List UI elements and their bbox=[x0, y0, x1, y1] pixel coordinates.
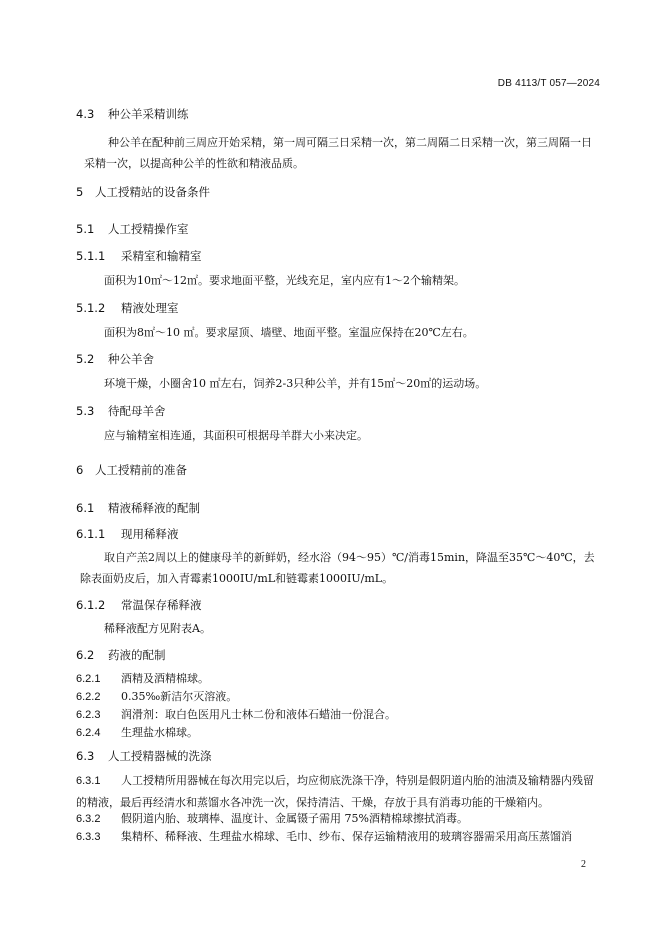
section-body-6-1-2: 稀释液配方见附表A。 bbox=[104, 622, 211, 635]
list-item-6-3-1 bbox=[76, 770, 602, 813]
section-title: 药液的配制 bbox=[108, 648, 166, 662]
section-number: 5.1 bbox=[76, 222, 95, 236]
section-title: 种公羊采精训练 bbox=[108, 107, 189, 121]
section-title: 常温保存稀释液 bbox=[121, 598, 202, 612]
section-body-5-3: 应与输精室相连通，其面积可根据母羊群大小来决定。 bbox=[104, 429, 368, 442]
section-title: 现用稀释液 bbox=[121, 527, 179, 541]
item-text: 润滑剂：取白色医用凡士林二份和液体石蜡油一份混合。 bbox=[121, 708, 396, 721]
section-title: 人工授精站的设备条件 bbox=[95, 185, 210, 199]
section-heading-5-1-2 bbox=[76, 301, 179, 315]
section-heading-6 bbox=[76, 463, 187, 477]
section-heading-5-1-1 bbox=[76, 249, 202, 263]
section-number: 4.3 bbox=[76, 107, 95, 121]
section-title: 人工授精操作室 bbox=[108, 222, 189, 236]
item-number: 6.3.3 bbox=[76, 831, 101, 843]
section-number: 6 bbox=[76, 463, 84, 477]
section-body-5-1-2: 面积为8㎡～10 ㎡。要求屋顶、墙壁、地面平整。室温应保持在20℃左右。 bbox=[104, 326, 474, 339]
item-number: 6.2.2 bbox=[76, 691, 101, 703]
section-title: 种公羊舍 bbox=[108, 352, 154, 366]
section-body-5-2: 环境干燥，小圈舍10 ㎡左右，饲养2-3只种公羊，并有15㎡～20㎡的运动场。 bbox=[104, 377, 487, 390]
list-item-6-3-3 bbox=[76, 826, 602, 848]
section-heading-6-1 bbox=[76, 501, 200, 515]
section-heading-5-2 bbox=[76, 352, 154, 366]
section-heading-4-3 bbox=[76, 107, 189, 121]
section-number: 6.1 bbox=[76, 501, 95, 515]
section-body-4-3: 种公羊在配种前三周应开始采精，第一周可隔三日采精一次，第二周隔二日采精一次，第三周隔一日采精一次，以提高种公羊的性欲和精液品质。 bbox=[84, 136, 592, 170]
page-number: 2 bbox=[581, 859, 586, 870]
item-number: 6.2.1 bbox=[76, 673, 101, 685]
section-title: 精液稀释液的配制 bbox=[108, 501, 200, 515]
item-text: 集精杯、稀释液、生理盐水棉球、毛巾、纱布、保存运输精液用的玻璃容器需采用高压蒸馏消 bbox=[121, 830, 572, 843]
item-text: 人工授精所用器械在每次用完以后，均应彻底洗涤干净，特别是假阴道内胎的油渍及输精器内残留的精液，最后再经清水和蒸馏水各冲洗一次，保持清洁、干燥，存放于具有消毒功能的干燥箱内。 bbox=[76, 774, 594, 809]
section-heading-6-1-1 bbox=[76, 527, 179, 541]
section-heading-5-1 bbox=[76, 222, 189, 236]
section-number: 6.1.1 bbox=[76, 527, 106, 541]
section-number: 6.2 bbox=[76, 648, 95, 662]
item-number: 6.3.1 bbox=[76, 775, 101, 787]
section-title: 人工授精器械的洗涤 bbox=[108, 749, 212, 763]
section-body-5-1-1: 面积为10㎡～12㎡。要求地面平整，光线充足，室内应有1～2个输精架。 bbox=[104, 274, 465, 287]
item-number: 6.2.3 bbox=[76, 709, 101, 721]
section-heading-5 bbox=[76, 185, 210, 199]
item-text: 0.35‰新洁尔灭溶液。 bbox=[121, 690, 238, 703]
section-title: 待配母羊舍 bbox=[108, 404, 166, 418]
item-number: 6.3.2 bbox=[76, 813, 101, 825]
item-number: 6.2.4 bbox=[76, 727, 101, 739]
section-title: 人工授精前的准备 bbox=[95, 463, 187, 477]
section-heading-6-2 bbox=[76, 648, 166, 662]
section-number: 5.1.1 bbox=[76, 249, 106, 263]
item-text: 生理盐水棉球。 bbox=[121, 726, 198, 739]
section-number: 6.3 bbox=[76, 749, 95, 763]
section-body-6-1-1: 取自产羔2周以上的健康母羊的新鲜奶，经水浴（94～95）℃/消毒15min，降温至35℃～40℃，去除表面奶皮后，加入青霉素1000IU/mL和链霉素1000IU/mL。 bbox=[80, 551, 595, 585]
section-title: 采精室和输精室 bbox=[121, 249, 202, 263]
section-heading-6-1-2 bbox=[76, 598, 202, 612]
section-title: 精液处理室 bbox=[121, 301, 179, 315]
document-code: DB 4113/T 057—2024 bbox=[497, 78, 600, 89]
list-item-6-2-4 bbox=[76, 722, 602, 744]
section-heading-5-3 bbox=[76, 404, 166, 418]
section-number: 5.3 bbox=[76, 404, 95, 418]
section-number: 5.2 bbox=[76, 352, 95, 366]
section-number: 5 bbox=[76, 185, 84, 199]
section-number: 5.1.2 bbox=[76, 301, 106, 315]
item-text: 假阴道内胎、玻璃棒、温度计、金属镊子需用 75%酒精棉球擦拭消毒。 bbox=[121, 812, 468, 825]
item-text: 酒精及酒精棉球。 bbox=[121, 672, 209, 685]
section-number: 6.1.2 bbox=[76, 598, 106, 612]
section-heading-6-3 bbox=[76, 749, 212, 763]
